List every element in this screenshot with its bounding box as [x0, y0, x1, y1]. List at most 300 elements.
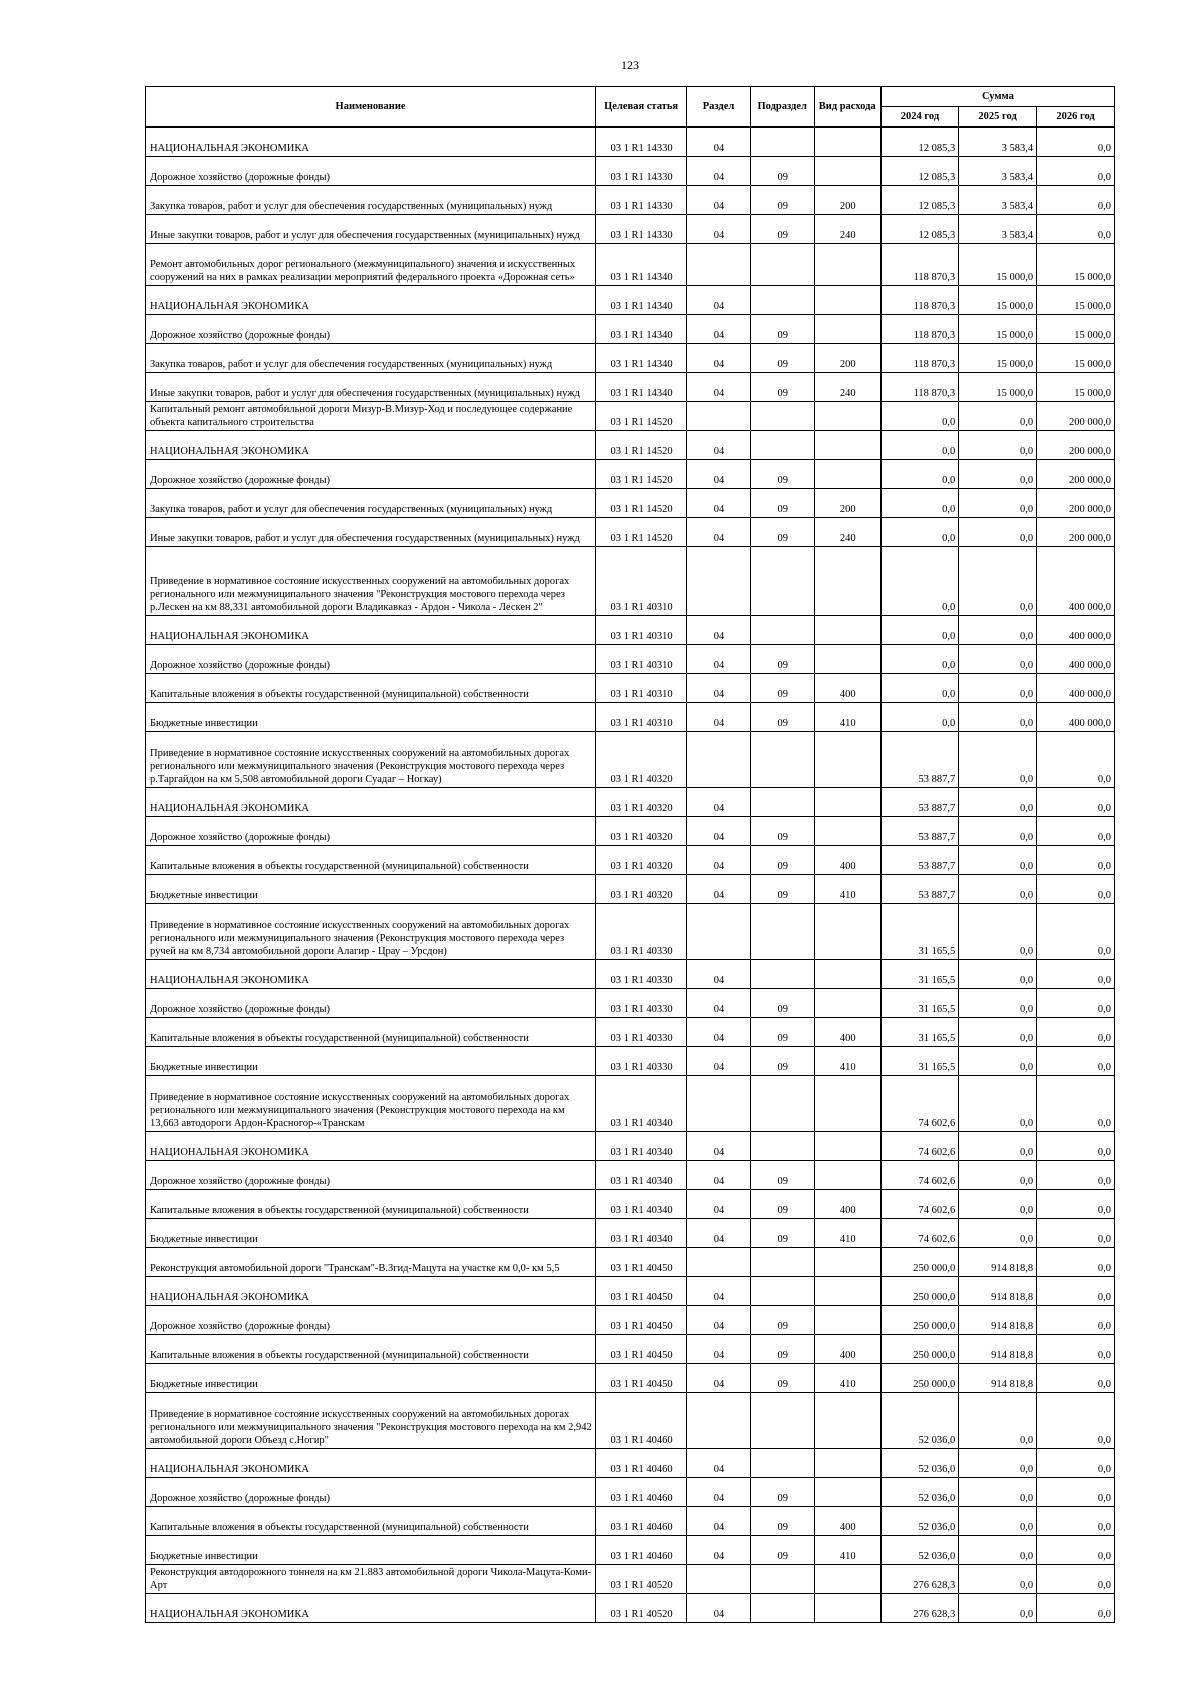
table-row — [146, 674, 1115, 703]
cell-subsection: 09 — [750, 1478, 814, 1507]
table-row — [146, 1190, 1115, 1219]
table-row — [146, 645, 1115, 674]
table-row — [146, 286, 1115, 315]
cell-section: 04 — [687, 186, 751, 215]
cell-amount-2026: 200 000,0 — [1037, 489, 1115, 518]
cell-name: Бюджетные инвестиции — [146, 875, 596, 904]
cell-subsection — [750, 1393, 814, 1449]
cell-amount-2026: 15 000,0 — [1037, 344, 1115, 373]
cell-subsection: 09 — [750, 1306, 814, 1335]
cell-name: Дорожное хозяйство (дорожные фонды) — [146, 315, 596, 344]
cell-name: НАЦИОНАЛЬНАЯ ЭКОНОМИКА — [146, 960, 596, 989]
cell-subsection — [750, 1449, 814, 1478]
cell-section: 04 — [687, 1161, 751, 1190]
cell-target-article: 03 1 R1 14520 — [596, 518, 687, 547]
cell-expense-type: 400 — [814, 1018, 881, 1047]
cell-subsection — [750, 244, 814, 286]
cell-subsection — [750, 1594, 814, 1623]
header-target-article: Целевая статья — [596, 87, 687, 128]
cell-expense-type: 410 — [814, 875, 881, 904]
cell-section: 04 — [687, 1277, 751, 1306]
cell-amount-2024: 250 000,0 — [881, 1364, 959, 1393]
cell-target-article: 03 1 R1 40340 — [596, 1076, 687, 1132]
cell-amount-2025: 914 818,8 — [959, 1248, 1037, 1277]
cell-expense-type: 200 — [814, 489, 881, 518]
cell-section: 04 — [687, 1219, 751, 1248]
cell-subsection: 09 — [750, 518, 814, 547]
cell-amount-2024: 0,0 — [881, 489, 959, 518]
cell-amount-2025: 0,0 — [959, 1132, 1037, 1161]
table-row — [146, 431, 1115, 460]
cell-section: 04 — [687, 1536, 751, 1565]
cell-amount-2025: 0,0 — [959, 788, 1037, 817]
cell-amount-2026: 15 000,0 — [1037, 286, 1115, 315]
cell-amount-2025: 0,0 — [959, 1161, 1037, 1190]
cell-amount-2025: 0,0 — [959, 674, 1037, 703]
cell-target-article: 03 1 R1 14330 — [596, 157, 687, 186]
cell-expense-type — [814, 127, 881, 157]
cell-subsection — [750, 402, 814, 431]
cell-amount-2024: 250 000,0 — [881, 1335, 959, 1364]
cell-subsection: 09 — [750, 157, 814, 186]
table-row — [146, 518, 1115, 547]
cell-section: 04 — [687, 315, 751, 344]
cell-amount-2024: 12 085,3 — [881, 127, 959, 157]
cell-amount-2024: 74 602,6 — [881, 1161, 959, 1190]
cell-amount-2025: 0,0 — [959, 1047, 1037, 1076]
cell-expense-type — [814, 286, 881, 315]
cell-section — [687, 1248, 751, 1277]
table-row — [146, 244, 1115, 286]
cell-target-article: 03 1 R1 14520 — [596, 489, 687, 518]
cell-amount-2025: 0,0 — [959, 431, 1037, 460]
cell-name: Ремонт автомобильных дорог регионального (межмуниципального) значения и искусственных сооружений на них в рамках реализации мероприятий федерального проекта «Дорожная сеть» — [146, 244, 596, 286]
cell-amount-2024: 74 602,6 — [881, 1076, 959, 1132]
cell-expense-type: 410 — [814, 1047, 881, 1076]
cell-expense-type — [814, 645, 881, 674]
cell-subsection — [750, 431, 814, 460]
table-row — [146, 1277, 1115, 1306]
table-row — [146, 1565, 1115, 1594]
cell-name: Дорожное хозяйство (дорожные фонды) — [146, 1161, 596, 1190]
cell-subsection — [750, 616, 814, 645]
cell-name: Дорожное хозяйство (дорожные фонды) — [146, 460, 596, 489]
cell-amount-2025: 0,0 — [959, 1536, 1037, 1565]
cell-target-article: 03 1 R1 14340 — [596, 373, 687, 402]
cell-name: Дорожное хозяйство (дорожные фонды) — [146, 645, 596, 674]
cell-expense-type: 200 — [814, 344, 881, 373]
table-row — [146, 402, 1115, 431]
cell-expense-type: 240 — [814, 373, 881, 402]
cell-amount-2024: 74 602,6 — [881, 1219, 959, 1248]
cell-section: 04 — [687, 127, 751, 157]
cell-amount-2026: 0,0 — [1037, 1364, 1115, 1393]
cell-amount-2026: 0,0 — [1037, 1594, 1115, 1623]
cell-expense-type — [814, 1393, 881, 1449]
cell-amount-2025: 0,0 — [959, 875, 1037, 904]
cell-target-article: 03 1 R1 14330 — [596, 127, 687, 157]
table-row — [146, 460, 1115, 489]
cell-amount-2024: 276 628,3 — [881, 1594, 959, 1623]
cell-section: 04 — [687, 344, 751, 373]
cell-amount-2025: 0,0 — [959, 489, 1037, 518]
cell-name: НАЦИОНАЛЬНАЯ ЭКОНОМИКА — [146, 1449, 596, 1478]
cell-section: 04 — [687, 1306, 751, 1335]
cell-target-article: 03 1 R1 40520 — [596, 1565, 687, 1594]
cell-amount-2024: 118 870,3 — [881, 286, 959, 315]
cell-expense-type: 410 — [814, 1364, 881, 1393]
header-expense-type: Вид расхода — [814, 87, 881, 128]
cell-expense-type — [814, 1132, 881, 1161]
cell-amount-2026: 15 000,0 — [1037, 315, 1115, 344]
cell-name: Иные закупки товаров, работ и услуг для обеспечения государственных (муниципальных) нужд — [146, 373, 596, 402]
cell-subsection — [750, 127, 814, 157]
table-row — [146, 788, 1115, 817]
cell-section: 04 — [687, 1190, 751, 1219]
cell-amount-2025: 0,0 — [959, 960, 1037, 989]
header-section: Раздел — [687, 87, 751, 128]
cell-amount-2024: 118 870,3 — [881, 315, 959, 344]
cell-expense-type — [814, 402, 881, 431]
cell-amount-2025: 0,0 — [959, 1478, 1037, 1507]
cell-amount-2025: 0,0 — [959, 1565, 1037, 1594]
cell-subsection: 09 — [750, 1018, 814, 1047]
header-year-2025: 2025 год — [959, 107, 1037, 128]
cell-amount-2025: 0,0 — [959, 616, 1037, 645]
cell-amount-2024: 12 085,3 — [881, 186, 959, 215]
table-row — [146, 1335, 1115, 1364]
cell-subsection — [750, 960, 814, 989]
cell-target-article: 03 1 R1 14340 — [596, 286, 687, 315]
cell-subsection: 09 — [750, 1219, 814, 1248]
cell-amount-2026: 0,0 — [1037, 1507, 1115, 1536]
cell-amount-2025: 0,0 — [959, 645, 1037, 674]
cell-name: Реконструкция автодорожного тоннеля на км 21.883 автомобильной дороги Чикола-Мацута-Коми-Арт — [146, 1565, 596, 1594]
cell-subsection: 09 — [750, 1190, 814, 1219]
cell-name: Приведение в нормативное состояние искусственных сооружений на автомобильных дорогах регионального или межмуниципального значения (Реконструкция мостового перехода через р.Таргайдон на км 5,508 автомобильной дороги Суадаг – Ногкау) — [146, 732, 596, 788]
cell-amount-2026: 0,0 — [1037, 732, 1115, 788]
table-row — [146, 1248, 1115, 1277]
cell-amount-2026: 0,0 — [1037, 1449, 1115, 1478]
header-name: Наименование — [146, 87, 596, 128]
cell-amount-2026: 400 000,0 — [1037, 645, 1115, 674]
table-row — [146, 1507, 1115, 1536]
cell-expense-type: 410 — [814, 1219, 881, 1248]
cell-subsection: 09 — [750, 1536, 814, 1565]
cell-subsection — [750, 1277, 814, 1306]
cell-name: Дорожное хозяйство (дорожные фонды) — [146, 1478, 596, 1507]
cell-amount-2025: 0,0 — [959, 904, 1037, 960]
cell-amount-2025: 15 000,0 — [959, 315, 1037, 344]
cell-subsection — [750, 547, 814, 616]
table-row — [146, 1219, 1115, 1248]
cell-amount-2026: 0,0 — [1037, 960, 1115, 989]
cell-amount-2025: 914 818,8 — [959, 1335, 1037, 1364]
cell-amount-2024: 250 000,0 — [881, 1306, 959, 1335]
cell-name: Бюджетные инвестиции — [146, 1047, 596, 1076]
cell-target-article: 03 1 R1 40310 — [596, 547, 687, 616]
cell-target-article: 03 1 R1 14330 — [596, 186, 687, 215]
cell-subsection — [750, 1565, 814, 1594]
cell-section: 04 — [687, 431, 751, 460]
cell-target-article: 03 1 R1 40310 — [596, 645, 687, 674]
cell-section — [687, 547, 751, 616]
cell-target-article: 03 1 R1 14340 — [596, 244, 687, 286]
cell-amount-2025: 0,0 — [959, 1393, 1037, 1449]
cell-target-article: 03 1 R1 14520 — [596, 402, 687, 431]
cell-target-article: 03 1 R1 14520 — [596, 460, 687, 489]
cell-target-article: 03 1 R1 40320 — [596, 875, 687, 904]
table-row — [146, 1047, 1115, 1076]
cell-target-article: 03 1 R1 40460 — [596, 1393, 687, 1449]
cell-name: Приведение в нормативное состояние искусственных сооружений на автомобильных дорогах регионального или межмуниципального значения (Реконструкция мостового перехода на км 13,663 автодороги Ардон-Красногор-«Транскам — [146, 1076, 596, 1132]
cell-target-article: 03 1 R1 40340 — [596, 1190, 687, 1219]
cell-amount-2025: 0,0 — [959, 1219, 1037, 1248]
cell-amount-2025: 0,0 — [959, 846, 1037, 875]
cell-amount-2025: 0,0 — [959, 547, 1037, 616]
cell-subsection — [750, 904, 814, 960]
cell-target-article: 03 1 R1 40310 — [596, 703, 687, 732]
cell-amount-2024: 12 085,3 — [881, 157, 959, 186]
cell-target-article: 03 1 R1 40330 — [596, 989, 687, 1018]
cell-expense-type: 400 — [814, 1190, 881, 1219]
table-row — [146, 904, 1115, 960]
cell-expense-type — [814, 817, 881, 846]
cell-amount-2026: 0,0 — [1037, 904, 1115, 960]
cell-name: Бюджетные инвестиции — [146, 703, 596, 732]
cell-amount-2025: 0,0 — [959, 732, 1037, 788]
cell-section — [687, 1565, 751, 1594]
cell-name: Бюджетные инвестиции — [146, 1536, 596, 1565]
cell-target-article: 03 1 R1 40330 — [596, 1018, 687, 1047]
cell-amount-2024: 0,0 — [881, 431, 959, 460]
cell-amount-2026: 0,0 — [1037, 1047, 1115, 1076]
cell-subsection: 09 — [750, 703, 814, 732]
table-row — [146, 127, 1115, 157]
cell-target-article: 03 1 R1 40310 — [596, 674, 687, 703]
cell-section: 04 — [687, 645, 751, 674]
cell-amount-2025: 0,0 — [959, 1594, 1037, 1623]
cell-name: НАЦИОНАЛЬНАЯ ЭКОНОМИКА — [146, 127, 596, 157]
cell-amount-2025: 15 000,0 — [959, 286, 1037, 315]
cell-target-article: 03 1 R1 14340 — [596, 315, 687, 344]
cell-name: Приведение в нормативное состояние искусственных сооружений на автомобильных дорогах регионального или межмуниципального значения (Реконструкция мостового перехода через ручей на км 8,734 автомобильной дороги Алагир - Црау – Урсдон) — [146, 904, 596, 960]
cell-amount-2025: 15 000,0 — [959, 373, 1037, 402]
cell-amount-2024: 276 628,3 — [881, 1565, 959, 1594]
cell-expense-type — [814, 1306, 881, 1335]
cell-name: Приведение в нормативное состояние искусственных сооружений на автомобильных дорогах регионального или межмуниципального значения "Реконструкция мостового перехода на км 2,942 автомобильной дороги Объезд с.Ногир" — [146, 1393, 596, 1449]
table-row — [146, 1161, 1115, 1190]
cell-amount-2025: 0,0 — [959, 1190, 1037, 1219]
cell-amount-2026: 0,0 — [1037, 1161, 1115, 1190]
table-row — [146, 1132, 1115, 1161]
cell-expense-type — [814, 244, 881, 286]
cell-amount-2026: 0,0 — [1037, 215, 1115, 244]
cell-expense-type — [814, 788, 881, 817]
cell-subsection: 09 — [750, 315, 814, 344]
cell-amount-2026: 0,0 — [1037, 1393, 1115, 1449]
cell-section: 04 — [687, 703, 751, 732]
cell-section: 04 — [687, 788, 751, 817]
cell-subsection — [750, 1248, 814, 1277]
cell-amount-2024: 0,0 — [881, 674, 959, 703]
cell-section: 04 — [687, 1364, 751, 1393]
cell-subsection: 09 — [750, 989, 814, 1018]
cell-amount-2024: 52 036,0 — [881, 1449, 959, 1478]
cell-name: НАЦИОНАЛЬНАЯ ЭКОНОМИКА — [146, 286, 596, 315]
cell-name: Иные закупки товаров, работ и услуг для обеспечения государственных (муниципальных) нужд — [146, 215, 596, 244]
cell-subsection: 09 — [750, 1047, 814, 1076]
cell-amount-2024: 74 602,6 — [881, 1132, 959, 1161]
cell-amount-2024: 250 000,0 — [881, 1277, 959, 1306]
cell-target-article: 03 1 R1 40340 — [596, 1219, 687, 1248]
table-row — [146, 373, 1115, 402]
cell-subsection: 09 — [750, 460, 814, 489]
cell-amount-2026: 200 000,0 — [1037, 518, 1115, 547]
cell-subsection: 09 — [750, 645, 814, 674]
cell-expense-type: 410 — [814, 1536, 881, 1565]
table-row — [146, 1393, 1115, 1449]
cell-section: 04 — [687, 875, 751, 904]
table-row — [146, 315, 1115, 344]
cell-amount-2025: 3 583,4 — [959, 215, 1037, 244]
cell-amount-2024: 52 036,0 — [881, 1507, 959, 1536]
table-row — [146, 1478, 1115, 1507]
cell-expense-type — [814, 1277, 881, 1306]
cell-subsection: 09 — [750, 215, 814, 244]
cell-expense-type — [814, 1076, 881, 1132]
cell-subsection: 09 — [750, 186, 814, 215]
cell-expense-type — [814, 616, 881, 645]
cell-amount-2026: 15 000,0 — [1037, 373, 1115, 402]
table-row — [146, 1364, 1115, 1393]
cell-amount-2026: 400 000,0 — [1037, 703, 1115, 732]
cell-subsection: 09 — [750, 817, 814, 846]
table-row — [146, 616, 1115, 645]
cell-amount-2026: 0,0 — [1037, 186, 1115, 215]
cell-section — [687, 1393, 751, 1449]
cell-amount-2026: 0,0 — [1037, 1132, 1115, 1161]
cell-expense-type — [814, 431, 881, 460]
cell-expense-type: 400 — [814, 1507, 881, 1536]
cell-amount-2026: 200 000,0 — [1037, 431, 1115, 460]
cell-amount-2026: 200 000,0 — [1037, 460, 1115, 489]
cell-section: 04 — [687, 616, 751, 645]
cell-amount-2024: 53 887,7 — [881, 875, 959, 904]
cell-amount-2024: 53 887,7 — [881, 846, 959, 875]
cell-expense-type — [814, 904, 881, 960]
cell-expense-type — [814, 1449, 881, 1478]
cell-section: 04 — [687, 1507, 751, 1536]
cell-amount-2026: 200 000,0 — [1037, 402, 1115, 431]
cell-amount-2024: 118 870,3 — [881, 373, 959, 402]
cell-amount-2024: 12 085,3 — [881, 215, 959, 244]
cell-amount-2024: 118 870,3 — [881, 344, 959, 373]
cell-amount-2026: 0,0 — [1037, 1076, 1115, 1132]
cell-amount-2026: 0,0 — [1037, 1248, 1115, 1277]
cell-expense-type — [814, 315, 881, 344]
cell-amount-2026: 0,0 — [1037, 1536, 1115, 1565]
cell-section: 04 — [687, 1594, 751, 1623]
cell-expense-type — [814, 1478, 881, 1507]
cell-name: Капитальные вложения в объекты государственной (муниципальной) собственности — [146, 1190, 596, 1219]
cell-subsection: 09 — [750, 373, 814, 402]
table-row — [146, 960, 1115, 989]
cell-amount-2025: 3 583,4 — [959, 186, 1037, 215]
cell-section: 04 — [687, 157, 751, 186]
table-row — [146, 344, 1115, 373]
cell-amount-2024: 52 036,0 — [881, 1536, 959, 1565]
cell-amount-2025: 3 583,4 — [959, 157, 1037, 186]
cell-expense-type — [814, 547, 881, 616]
cell-name: Дорожное хозяйство (дорожные фонды) — [146, 817, 596, 846]
cell-section: 04 — [687, 674, 751, 703]
cell-amount-2024: 118 870,3 — [881, 244, 959, 286]
cell-subsection — [750, 1076, 814, 1132]
cell-name: НАЦИОНАЛЬНАЯ ЭКОНОМИКА — [146, 788, 596, 817]
cell-amount-2026: 400 000,0 — [1037, 674, 1115, 703]
cell-target-article: 03 1 R1 40450 — [596, 1364, 687, 1393]
header-year-2026: 2026 год — [1037, 107, 1115, 128]
cell-section — [687, 1076, 751, 1132]
cell-target-article: 03 1 R1 14340 — [596, 344, 687, 373]
cell-target-article: 03 1 R1 40320 — [596, 817, 687, 846]
cell-section: 04 — [687, 518, 751, 547]
cell-target-article: 03 1 R1 40450 — [596, 1335, 687, 1364]
cell-target-article: 03 1 R1 40460 — [596, 1449, 687, 1478]
cell-amount-2026: 15 000,0 — [1037, 244, 1115, 286]
cell-name: Дорожное хозяйство (дорожные фонды) — [146, 157, 596, 186]
cell-name: НАЦИОНАЛЬНАЯ ЭКОНОМИКА — [146, 1277, 596, 1306]
cell-amount-2025: 0,0 — [959, 1076, 1037, 1132]
cell-amount-2024: 0,0 — [881, 547, 959, 616]
table-row — [146, 215, 1115, 244]
cell-section — [687, 904, 751, 960]
cell-target-article: 03 1 R1 40330 — [596, 1047, 687, 1076]
cell-amount-2024: 31 165,5 — [881, 989, 959, 1018]
cell-amount-2024: 0,0 — [881, 460, 959, 489]
table-row — [146, 186, 1115, 215]
cell-amount-2025: 15 000,0 — [959, 244, 1037, 286]
cell-section: 04 — [687, 960, 751, 989]
cell-target-article: 03 1 R1 40320 — [596, 788, 687, 817]
cell-target-article: 03 1 R1 40460 — [596, 1536, 687, 1565]
cell-amount-2025: 0,0 — [959, 989, 1037, 1018]
table-body — [146, 127, 1115, 1623]
cell-name: Закупка товаров, работ и услуг для обеспечения государственных (муниципальных) нужд — [146, 344, 596, 373]
table-row — [146, 547, 1115, 616]
cell-section: 04 — [687, 1018, 751, 1047]
header-year-2024: 2024 год — [881, 107, 959, 128]
cell-section — [687, 732, 751, 788]
cell-name: НАЦИОНАЛЬНАЯ ЭКОНОМИКА — [146, 1594, 596, 1623]
cell-amount-2024: 53 887,7 — [881, 732, 959, 788]
cell-name: Капитальные вложения в объекты государственной (муниципальной) собственности — [146, 1335, 596, 1364]
cell-subsection — [750, 788, 814, 817]
cell-section — [687, 402, 751, 431]
cell-amount-2026: 0,0 — [1037, 1565, 1115, 1594]
cell-subsection: 09 — [750, 1161, 814, 1190]
cell-amount-2025: 0,0 — [959, 817, 1037, 846]
cell-target-article: 03 1 R1 40340 — [596, 1132, 687, 1161]
table-row — [146, 703, 1115, 732]
cell-amount-2026: 0,0 — [1037, 1190, 1115, 1219]
cell-name: Иные закупки товаров, работ и услуг для обеспечения государственных (муниципальных) нужд — [146, 518, 596, 547]
cell-amount-2026: 0,0 — [1037, 1306, 1115, 1335]
cell-section: 04 — [687, 460, 751, 489]
cell-amount-2026: 0,0 — [1037, 1219, 1115, 1248]
cell-expense-type: 410 — [814, 703, 881, 732]
